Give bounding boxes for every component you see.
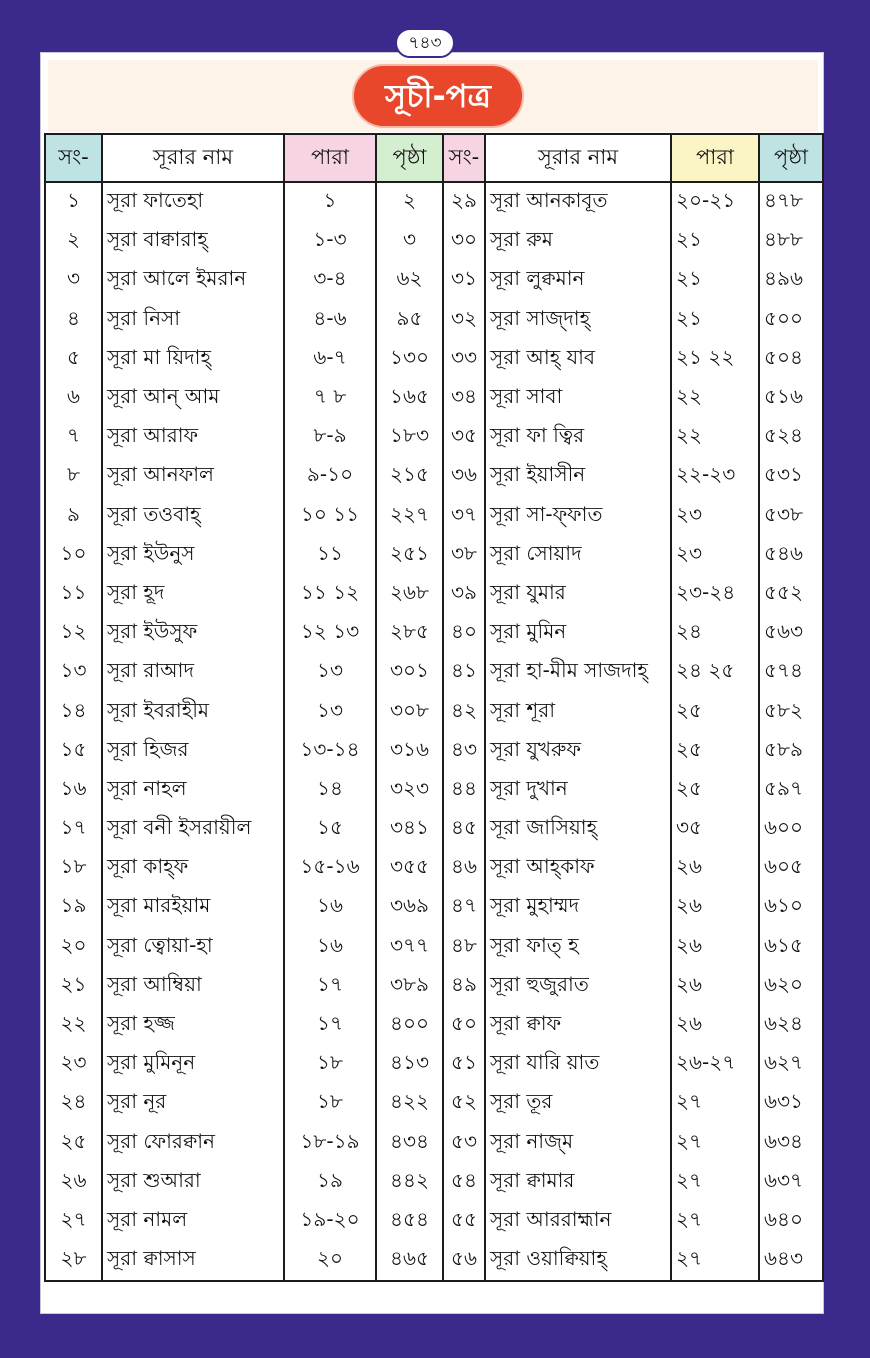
page: ২৫১: [376, 536, 443, 575]
para-2: ২১ ২২: [671, 340, 759, 379]
surah-name: সূরা কাহ্ফ: [102, 849, 284, 888]
page: ১৬৫: [376, 379, 443, 418]
para: ৩-৪: [284, 261, 376, 300]
para-2: ২৩: [671, 497, 759, 536]
row-number: ৩: [45, 261, 102, 300]
page: ১৩০: [376, 340, 443, 379]
table-row: [45, 1163, 823, 1202]
para-2: ২৬: [671, 849, 759, 888]
surah-name-2: সূরা ক্বাফ: [485, 1006, 671, 1045]
surah-name-2: সূরা ফা ত্বির: [485, 418, 671, 457]
page: ৪৬৫: [376, 1241, 443, 1281]
row-number: ১৪: [45, 692, 102, 731]
table-row: [45, 1241, 823, 1281]
para-2: ২৪: [671, 614, 759, 653]
row-number: ১৩: [45, 653, 102, 692]
para-2: ২৬: [671, 1006, 759, 1045]
para-2: ২৭: [671, 1163, 759, 1202]
surah-name: সূরা ক্বাসাস: [102, 1241, 284, 1281]
page-2: ৫০০: [759, 301, 823, 340]
para: ১৭: [284, 967, 376, 1006]
para: ১৩: [284, 692, 376, 731]
page: ৪৫৪: [376, 1202, 443, 1241]
page: ৯৫: [376, 301, 443, 340]
row-number-2: ৩৪: [443, 379, 485, 418]
header-page: পৃষ্ঠা: [376, 134, 443, 182]
row-number-2: ৫৩: [443, 1124, 485, 1163]
table-row: [45, 810, 823, 849]
surah-name: সূরা বনী ইসরায়ীল: [102, 810, 284, 849]
header-surah-name-2: সূরার নাম: [485, 134, 671, 182]
para: ১৮: [284, 1084, 376, 1123]
table-row: [45, 575, 823, 614]
para-2: ২৬-২৭: [671, 1045, 759, 1084]
page: ২৬৮: [376, 575, 443, 614]
surah-name-2: সূরা আররাহ্মান: [485, 1202, 671, 1241]
surah-name-2: সূরা সাবা: [485, 379, 671, 418]
page: ৩০১: [376, 653, 443, 692]
page-2: ৫৮৯: [759, 732, 823, 771]
row-number-2: ৩৩: [443, 340, 485, 379]
surah-name: সূরা হজ্জ: [102, 1006, 284, 1045]
table-row: [45, 261, 823, 300]
surah-name-2: সূরা সোয়াদ: [485, 536, 671, 575]
para: ৬-৭: [284, 340, 376, 379]
row-number-2: ৩৬: [443, 457, 485, 496]
surah-name: সূরা ইউনুস: [102, 536, 284, 575]
page: ২: [376, 182, 443, 222]
surah-name-2: সূরা ক্বামার: [485, 1163, 671, 1202]
row-number: ১১: [45, 575, 102, 614]
para: ১৫: [284, 810, 376, 849]
page-2: ৪৯৬: [759, 261, 823, 300]
table-row: [45, 1084, 823, 1123]
row-number: ৭: [45, 418, 102, 457]
surah-name: সূরা ইবরাহীম: [102, 692, 284, 731]
surah-name: সূরা নিসা: [102, 301, 284, 340]
row-number-2: ৩৫: [443, 418, 485, 457]
row-number: ১৬: [45, 771, 102, 810]
row-number: ২০: [45, 928, 102, 967]
para-2: ২৩: [671, 536, 759, 575]
page: ২১৫: [376, 457, 443, 496]
row-number-2: ৩২: [443, 301, 485, 340]
page-2: ৬৪৩: [759, 1241, 823, 1281]
para: ১: [284, 182, 376, 222]
table-row: [45, 732, 823, 771]
para: ১৪: [284, 771, 376, 810]
surah-name: সূরা নূর: [102, 1084, 284, 1123]
row-number-2: ৫৫: [443, 1202, 485, 1241]
surah-name-2: সূরা তূর: [485, 1084, 671, 1123]
row-number-2: ৫৬: [443, 1241, 485, 1281]
para: ১৯-২০: [284, 1202, 376, 1241]
para: ১৩-১৪: [284, 732, 376, 771]
header-surah-name: সূরার নাম: [102, 134, 284, 182]
row-number: ২৭: [45, 1202, 102, 1241]
surah-name: সূরা ইউসুফ: [102, 614, 284, 653]
row-number-2: ৫৪: [443, 1163, 485, 1202]
para: ১৭: [284, 1006, 376, 1045]
table-row: [45, 301, 823, 340]
page: ৩৪১: [376, 810, 443, 849]
row-number: ৪: [45, 301, 102, 340]
para-2: ২২: [671, 379, 759, 418]
para-2: ২৭: [671, 1124, 759, 1163]
surah-name-2: সূরা দুখান: [485, 771, 671, 810]
table-row: [45, 692, 823, 731]
row-number-2: ২৯: [443, 182, 485, 222]
row-number-2: ৪৬: [443, 849, 485, 888]
page-2: ৬৩১: [759, 1084, 823, 1123]
surah-name-2: সূরা রুম: [485, 222, 671, 261]
row-number: ২৬: [45, 1163, 102, 1202]
row-number: ১২: [45, 614, 102, 653]
table-row: [45, 536, 823, 575]
table-row: [45, 222, 823, 261]
page: ৩৮৯: [376, 967, 443, 1006]
row-number-2: ৪২: [443, 692, 485, 731]
page-2: ৫৪৬: [759, 536, 823, 575]
surah-name-2: সূরা যারি য়াত: [485, 1045, 671, 1084]
surah-name: সূরা ফোরক্বান: [102, 1124, 284, 1163]
surah-name: সূরা আন্ আম: [102, 379, 284, 418]
row-number: ১৭: [45, 810, 102, 849]
para-2: ২৬: [671, 967, 759, 1006]
row-number-2: ৩৮: [443, 536, 485, 575]
para-2: ২৬: [671, 888, 759, 927]
row-number-2: ৪১: [443, 653, 485, 692]
surah-name: সূরা নামল: [102, 1202, 284, 1241]
page-2: ৬০০: [759, 810, 823, 849]
row-number: ১৫: [45, 732, 102, 771]
row-number: ২১: [45, 967, 102, 1006]
surah-name: সূরা আরাফ: [102, 418, 284, 457]
header-para-2: পারা: [671, 134, 759, 182]
table-row: [45, 1045, 823, 1084]
row-number: ৮: [45, 457, 102, 496]
page-2: ৫৭৪: [759, 653, 823, 692]
surah-name-2: সূরা সা-ফ্ফাত: [485, 497, 671, 536]
surah-name-2: সূরা শূরা: [485, 692, 671, 731]
surah-name-2: সূরা হুজুরাত: [485, 967, 671, 1006]
table-row: [45, 967, 823, 1006]
surah-name: সূরা মা য়িদাহ্: [102, 340, 284, 379]
para-2: ২৩-২৪: [671, 575, 759, 614]
para-2: ২৫: [671, 692, 759, 731]
page: ৩১৬: [376, 732, 443, 771]
table-row: [45, 771, 823, 810]
row-number-2: ৪৭: [443, 888, 485, 927]
page-2: ৫৩৮: [759, 497, 823, 536]
para: ১১ ১২: [284, 575, 376, 614]
page-2: ৬৩৭: [759, 1163, 823, 1202]
table-row: [45, 1124, 823, 1163]
page-2: ৬১০: [759, 888, 823, 927]
para-2: ২১: [671, 261, 759, 300]
row-number-2: ৩০: [443, 222, 485, 261]
surah-name: সূরা আনফাল: [102, 457, 284, 496]
surah-name-2: সূরা নাজ্ম: [485, 1124, 671, 1163]
row-number-2: ৪৫: [443, 810, 485, 849]
surah-name-2: সূরা মুহাম্মদ: [485, 888, 671, 927]
surah-name: সূরা শুআরা: [102, 1163, 284, 1202]
para: ১৯: [284, 1163, 376, 1202]
row-number: ২৪: [45, 1084, 102, 1123]
row-number-2: ৪৮: [443, 928, 485, 967]
surah-name: সূরা বাক্বারাহ্: [102, 222, 284, 261]
header-row: [45, 134, 823, 182]
para: ১৩: [284, 653, 376, 692]
para-2: ২৬: [671, 928, 759, 967]
surah-name-2: সূরা ওয়াক্বিয়াহ্: [485, 1241, 671, 1281]
para: ১৫-১৬: [284, 849, 376, 888]
table-row: [45, 457, 823, 496]
page: ৬২: [376, 261, 443, 300]
contents-table: [44, 133, 824, 1282]
surah-name: সূরা ত্বোয়া-হা: [102, 928, 284, 967]
row-number: ১: [45, 182, 102, 222]
page-2: ৬৪০: [759, 1202, 823, 1241]
table-row: [45, 888, 823, 927]
para: ১১: [284, 536, 376, 575]
page: ১৮৩: [376, 418, 443, 457]
surah-name: সূরা আলে ইমরান: [102, 261, 284, 300]
page: ৩৫৫: [376, 849, 443, 888]
surah-name: সূরা ফাতেহা: [102, 182, 284, 222]
page-2: ৫৬৩: [759, 614, 823, 653]
para: ১৮: [284, 1045, 376, 1084]
row-number: ১৯: [45, 888, 102, 927]
row-number-2: ৪৯: [443, 967, 485, 1006]
para-2: ২১: [671, 301, 759, 340]
page-2: ৬০৫: [759, 849, 823, 888]
row-number: ২৮: [45, 1241, 102, 1281]
row-number: ২৩: [45, 1045, 102, 1084]
para: ১৬: [284, 928, 376, 967]
page: ৪৪২: [376, 1163, 443, 1202]
page-2: ৫২৪: [759, 418, 823, 457]
surah-name-2: সূরা ইয়াসীন: [485, 457, 671, 496]
row-number-2: ৩১: [443, 261, 485, 300]
surah-name: সূরা নাহল: [102, 771, 284, 810]
header-para: পারা: [284, 134, 376, 182]
row-number: ৫: [45, 340, 102, 379]
surah-name-2: সূরা যুমার: [485, 575, 671, 614]
row-number: ২২: [45, 1006, 102, 1045]
page-2: ৬২৭: [759, 1045, 823, 1084]
surah-name: সূরা আম্বিয়া: [102, 967, 284, 1006]
page-title: সূচী-পত্র: [352, 64, 524, 128]
page-2: ৫৩১: [759, 457, 823, 496]
page: ৪৩৪: [376, 1124, 443, 1163]
table-row: [45, 497, 823, 536]
surah-name: সূরা মুমিনূন: [102, 1045, 284, 1084]
row-number-2: ৫১: [443, 1045, 485, 1084]
para: ৭ ৮: [284, 379, 376, 418]
row-number: ১০: [45, 536, 102, 575]
para-2: ২২-২৩: [671, 457, 759, 496]
page-2: ৫৫২: [759, 575, 823, 614]
page: ৩৬৯: [376, 888, 443, 927]
para-2: ২৭: [671, 1202, 759, 1241]
table-row: [45, 379, 823, 418]
para: ৯-১০: [284, 457, 376, 496]
para: ১৮-১৯: [284, 1124, 376, 1163]
page-2: ৪৮৮: [759, 222, 823, 261]
table-row: [45, 418, 823, 457]
surah-name-2: সূরা হা-মীম সাজদাহ্: [485, 653, 671, 692]
para-2: ২০-২১: [671, 182, 759, 222]
table-row: [45, 614, 823, 653]
page: ২৮৫: [376, 614, 443, 653]
row-number: ৯: [45, 497, 102, 536]
header-page-2: পৃষ্ঠা: [759, 134, 823, 182]
para-2: ২৭: [671, 1241, 759, 1281]
surah-name-2: সূরা যুখরুফ: [485, 732, 671, 771]
page: ৩২৩: [376, 771, 443, 810]
row-number: ২: [45, 222, 102, 261]
row-number-2: ৫০: [443, 1006, 485, 1045]
table-row: [45, 849, 823, 888]
page-2: ৪৭৮: [759, 182, 823, 222]
page-2: ৫৯৭: [759, 771, 823, 810]
table-row: [45, 1202, 823, 1241]
page-2: ৫৮২: [759, 692, 823, 731]
para: ১৬: [284, 888, 376, 927]
row-number: ২৫: [45, 1124, 102, 1163]
para: ২০: [284, 1241, 376, 1281]
table-row: [45, 1006, 823, 1045]
surah-name: সূরা হূদ: [102, 575, 284, 614]
surah-name-2: সূরা সাজ্দাহ্: [485, 301, 671, 340]
table-row: [45, 653, 823, 692]
page: ২২৭: [376, 497, 443, 536]
para: ৪-৬: [284, 301, 376, 340]
para-2: ২৭: [671, 1084, 759, 1123]
page: ৩৭৭: [376, 928, 443, 967]
para: ৮-৯: [284, 418, 376, 457]
para-2: ২৪ ২৫: [671, 653, 759, 692]
para-2: ৩৫: [671, 810, 759, 849]
para-2: ২১: [671, 222, 759, 261]
para-2: ২৫: [671, 771, 759, 810]
page-2: ৬১৫: [759, 928, 823, 967]
table-row: [45, 928, 823, 967]
surah-name-2: সূরা আনকাবূত: [485, 182, 671, 222]
header-number: সং-: [45, 134, 102, 182]
surah-name-2: সূরা লুক্বমান: [485, 261, 671, 300]
row-number: ৬: [45, 379, 102, 418]
para: ১২ ১৩: [284, 614, 376, 653]
row-number-2: ৪০: [443, 614, 485, 653]
surah-name: সূরা মারইয়াম: [102, 888, 284, 927]
table-row: [45, 340, 823, 379]
para: ১-৩: [284, 222, 376, 261]
surah-name: সূরা তওবাহ্: [102, 497, 284, 536]
para: ১০ ১১: [284, 497, 376, 536]
row-number-2: ৩৭: [443, 497, 485, 536]
surah-name: সূরা হিজর: [102, 732, 284, 771]
page-2: ৬২০: [759, 967, 823, 1006]
surah-name-2: সূরা মুমিন: [485, 614, 671, 653]
page-2: ৬৩৪: [759, 1124, 823, 1163]
para-2: ২৫: [671, 732, 759, 771]
para-2: ২২: [671, 418, 759, 457]
page-2: ৫১৬: [759, 379, 823, 418]
surah-name-2: সূরা ফাত্ হ: [485, 928, 671, 967]
table-row: [45, 182, 823, 222]
header-number-2: সং-: [443, 134, 485, 182]
page-2: ৬২৪: [759, 1006, 823, 1045]
page: ৩: [376, 222, 443, 261]
page: ৪২২: [376, 1084, 443, 1123]
surah-name: সূরা রাআদ: [102, 653, 284, 692]
row-number-2: ৪৪: [443, 771, 485, 810]
page: ৩০৮: [376, 692, 443, 731]
surah-name-2: সূরা আহ্ যাব: [485, 340, 671, 379]
page-2: ৫০৪: [759, 340, 823, 379]
row-number: ১৮: [45, 849, 102, 888]
row-number-2: ৫২: [443, 1084, 485, 1123]
row-number-2: ৪৩: [443, 732, 485, 771]
surah-name-2: সূরা আহ্কাফ: [485, 849, 671, 888]
page-number: ৭৪৩: [395, 28, 455, 58]
page: ৪০০: [376, 1006, 443, 1045]
surah-name-2: সূরা জাসিয়াহ্: [485, 810, 671, 849]
page: ৪১৩: [376, 1045, 443, 1084]
row-number-2: ৩৯: [443, 575, 485, 614]
